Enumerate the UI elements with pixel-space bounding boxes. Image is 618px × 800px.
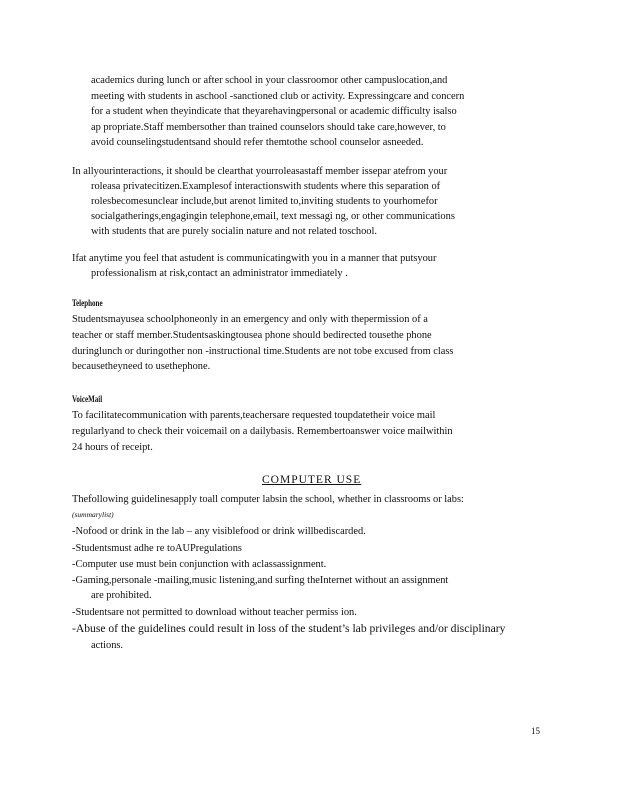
- guideline-item: -Nofood or drink in the lab – any visiblefood or drink willbediscarded.: [72, 526, 366, 537]
- guideline-item: -Studentsmust adhe re toAUPregulations: [72, 543, 242, 554]
- page-number: 15: [531, 726, 540, 736]
- paragraph2-line: In allyourinteractions, it should be clearthat yourroleasastaff member issepar atefrom your: [72, 166, 448, 177]
- guideline-item: -Computer use must bein conjunction with aclassassignment.: [72, 559, 327, 570]
- telephone-line: teacher or staff member.Studentsaskingtousea phone should bedirected tousethe phone: [72, 330, 432, 341]
- telephone-line: duringlunch or duringother non -instructional time.Students are not tobe excused from class: [72, 346, 454, 357]
- paragraph2-line: rolesbecomesunclear include,but arenot limited to,inviting students to yourhomefor: [91, 196, 438, 207]
- computer-use-intro: Thefollowing guidelinesapply toall computer labsin the school, whether in classrooms or labs:: [72, 494, 464, 505]
- computer-use-heading-text: COMPUTER USE: [262, 474, 362, 486]
- guideline-item-continued: are prohibited.: [91, 590, 152, 601]
- guideline-item: -Studentsare not permitted to download without teacher permiss ion.: [72, 607, 357, 618]
- guideline-item-abuse-continued: actions.: [91, 640, 124, 651]
- paragraph3-line: Ifat anytime you feel that astudent is communicatingwith you in a manner that putsyour: [72, 253, 437, 264]
- telephone-line: Studentsmayusea schoolphoneonly in an emergency and only with thepermission of a: [72, 314, 428, 325]
- paragraph1-line: meeting with students in aschool -sanctioned club or activity. Expressingcare and concern: [91, 91, 465, 102]
- guideline-item-abuse: -Abuse of the guidelines could result in loss of the student’s lab privileges and/or disciplinary: [72, 622, 506, 635]
- computer-use-heading: [262, 474, 361, 486]
- paragraph3-line: professionalism at risk,contact an administrator immediately .: [91, 268, 348, 279]
- paragraph2-line: socialgatherings,engagingin telephone,email, text messagi ng, or other communications: [91, 211, 455, 222]
- paragraph1-line: avoid counselingstudentsand should refer themtothe school counselor asneeded.: [91, 137, 424, 148]
- telephone-line: becausetheyneed to usethephone.: [72, 361, 211, 372]
- paragraph2-line: with students that are purely socialin nature and not related toschool.: [91, 226, 377, 237]
- telephone-heading: Telephone: [72, 298, 103, 308]
- paragraph1-line: academics during lunch or after school in your classroomor other campuslocation,and: [91, 75, 448, 86]
- voicemail-line: To facilitatecommunication with parents,teachersare requested toupdatetheir voice mail: [72, 410, 436, 421]
- paragraph1-line: for a student when theyindicate that theyarehavingpersonal or academic difficulty isalso: [91, 106, 457, 117]
- paragraph2-line: roleasa privatecitizen.Examplesof interactionswith students where this separation of: [91, 181, 441, 192]
- voicemail-line: 24 hours of receipt.: [72, 442, 153, 453]
- voicemail-line: regularlyand to check their voicemail on a dailybasis. Remembertoanswer voice mailwithin: [72, 426, 453, 437]
- guideline-item: -Gaming,personale -mailing,music listening,and surfing theInternet without an assignment: [72, 575, 449, 586]
- voicemail-heading: VoiceMail: [72, 394, 103, 404]
- summary-list-note: (summarylist): [72, 510, 114, 519]
- paragraph1-line: ap propriate.Staff membersother than trained counselors should take care,however, to: [91, 122, 446, 133]
